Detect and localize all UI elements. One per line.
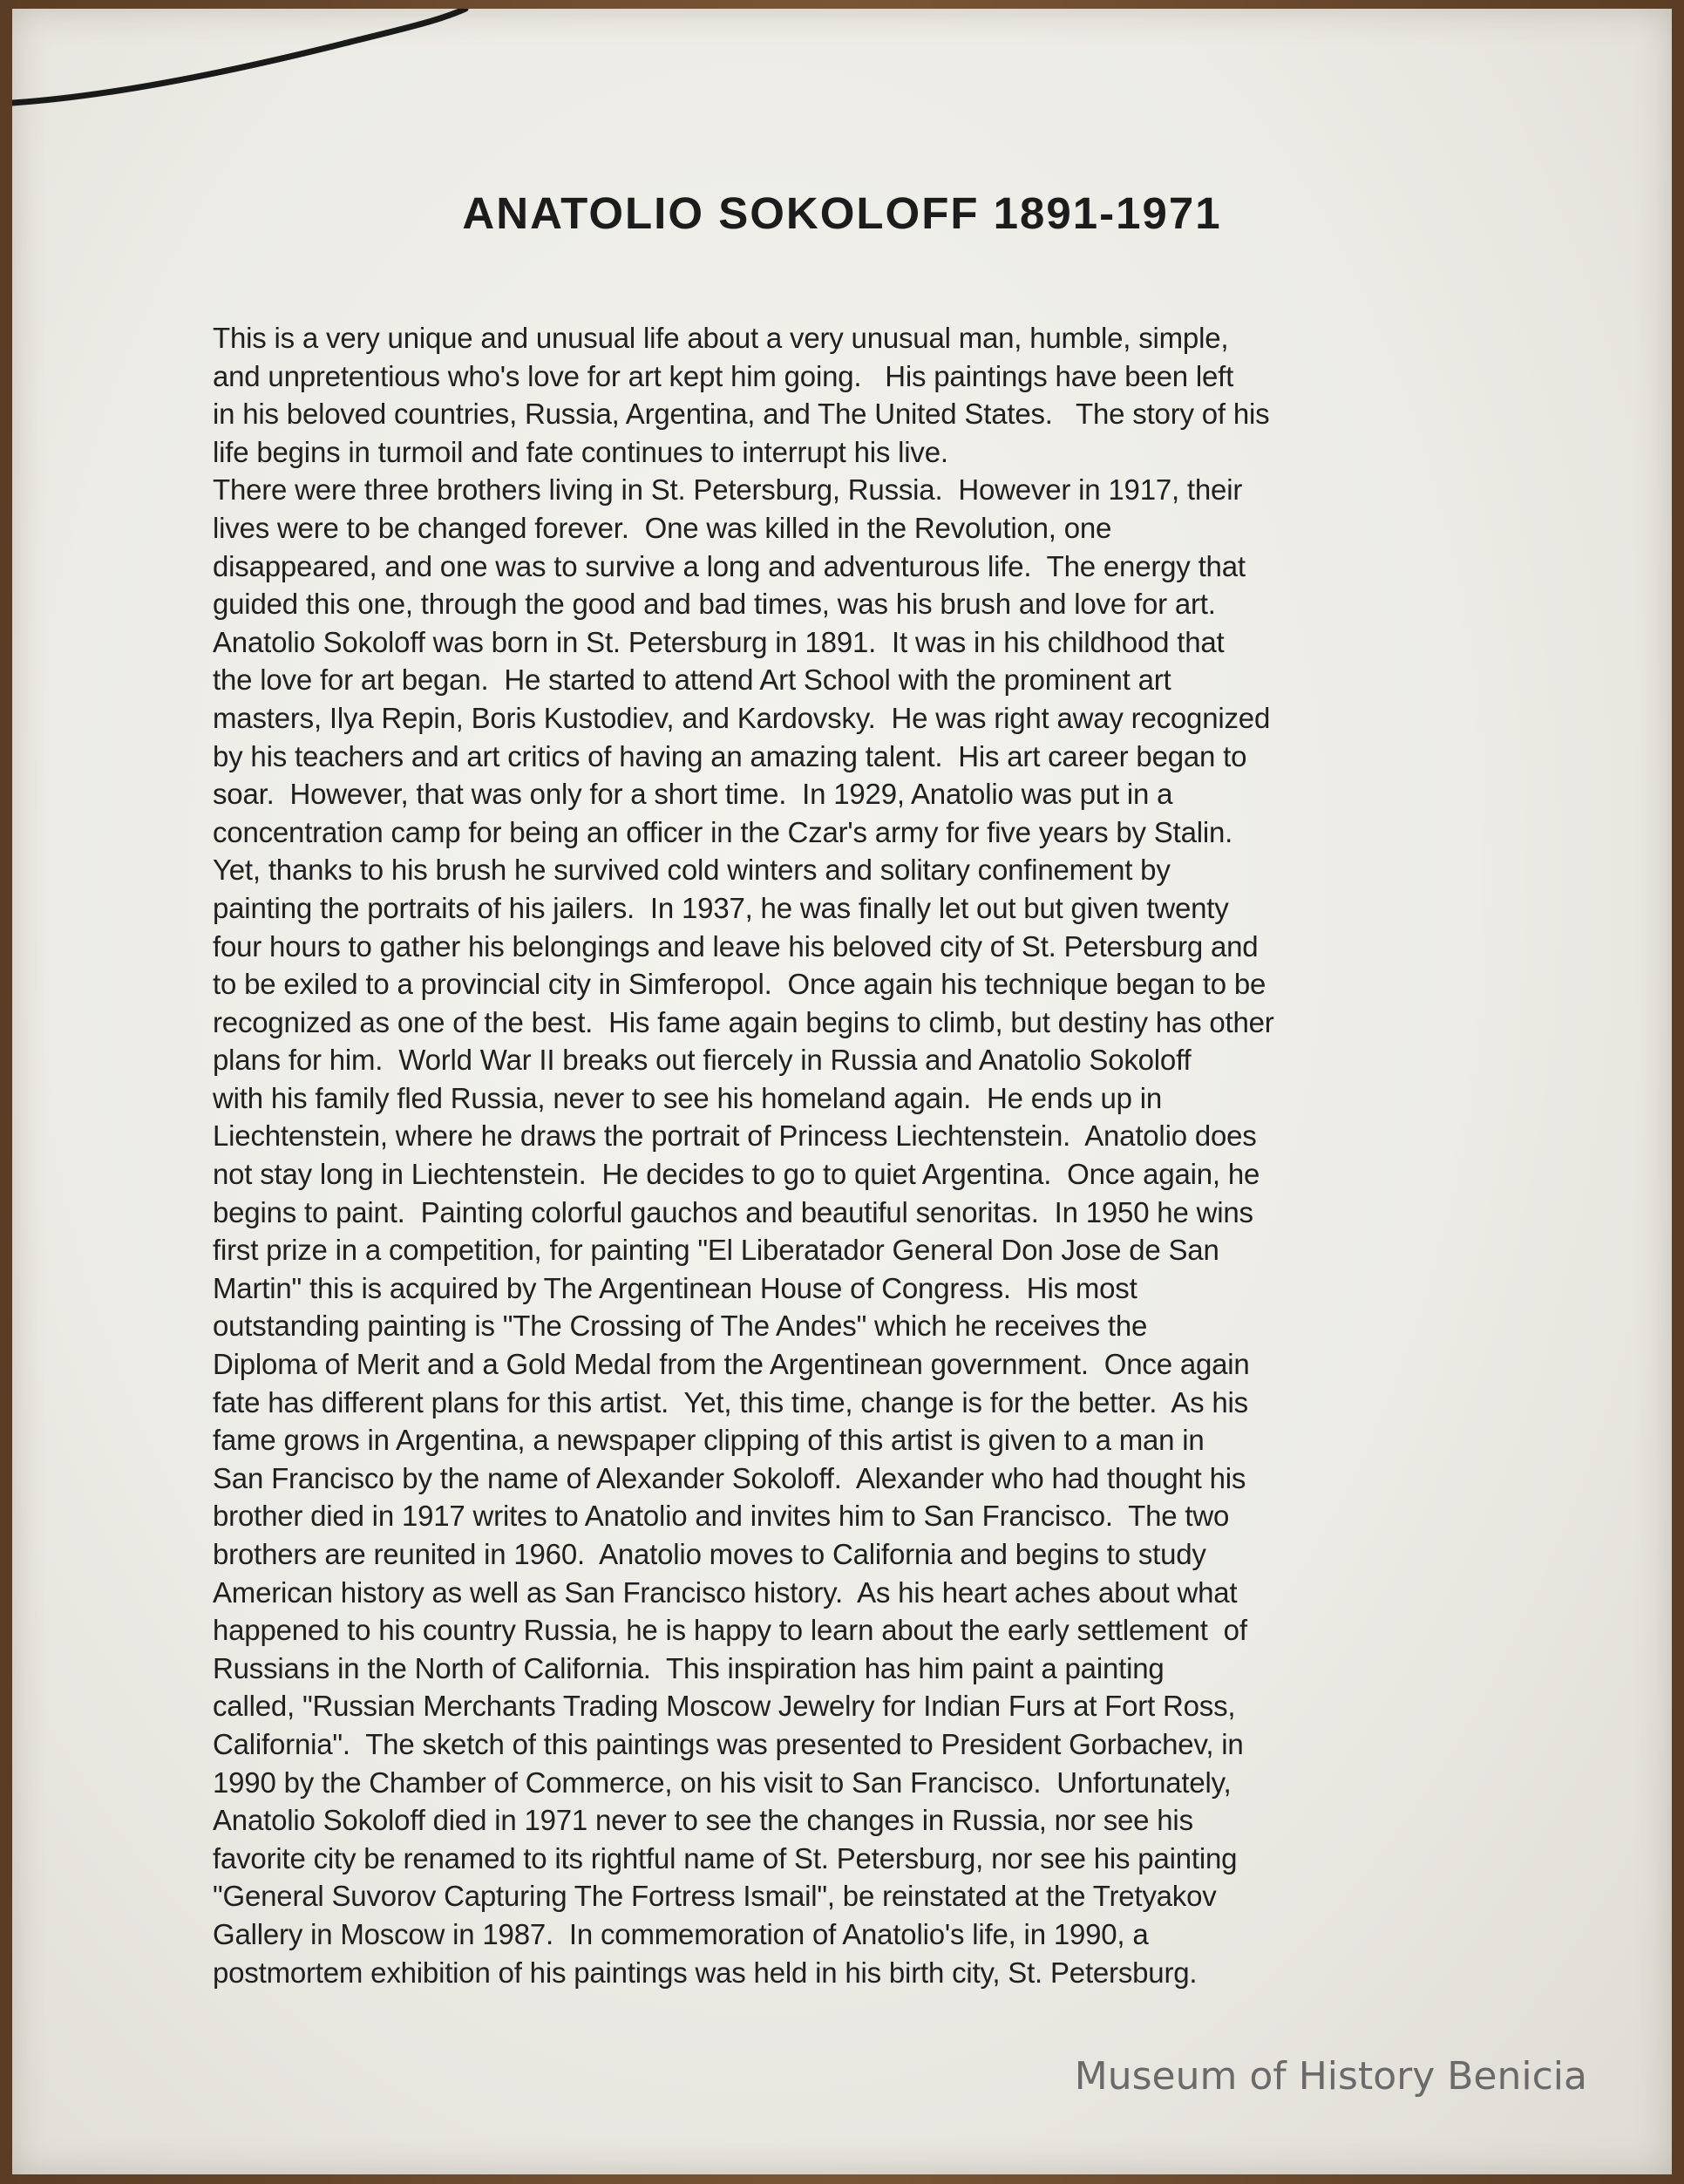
text-line: Martin" this is acquired by The Argentinean House of Congress. His most	[213, 1271, 1137, 1304]
text-line: "General Suvorov Capturing The Fortress Ismail", be reinstated at the Tretyakov	[213, 1880, 1217, 1913]
text-line: postmortem exhibition of his paintings was held in his birth city, St. Petersburg.	[213, 1956, 1198, 1989]
text-line: favorite city be renamed to its rightful name of St. Petersburg, nor see his painting	[213, 1841, 1238, 1874]
document-sheet	[12, 9, 1672, 2174]
text-line: There were three brothers living in St. Petersburg, Russia. However in 1917, their	[213, 473, 1243, 507]
text-line: not stay long in Liechtenstein. He decides to go to quiet Argentina. Once again, he	[213, 1158, 1260, 1191]
text-line: begins to paint. Painting colorful gauchos and beautiful senoritas. In 1950 he wins	[213, 1195, 1253, 1228]
text-line: life begins in turmoil and fate continues to interrupt his live.	[213, 435, 948, 468]
text-line: called, "Russian Merchants Trading Moscow Jewelry for Indian Furs at Fort Ross,	[213, 1690, 1236, 1723]
text-line: four hours to gather his belongings and leave his beloved city of St. Petersburg and	[213, 929, 1259, 963]
text-line: in his beloved countries, Russia, Argentina, and The United States. The story of his	[213, 398, 1270, 431]
text-line: 1990 by the Chamber of Commerce, on his visit to San Francisco. Unfortunately,	[213, 1766, 1232, 1799]
text-line: California". The sketch of this paintings was presented to President Gorbachev, in	[213, 1727, 1244, 1760]
text-line: Anatolio Sokoloff died in 1971 never to see the changes in Russia, nor see his	[213, 1804, 1193, 1837]
text-line: Gallery in Moscow in 1987. In commemoration of Anatolio's life, in 1990, a	[213, 1917, 1149, 1950]
text-line: brothers are reunited in 1960. Anatolio moves to California and begins to study	[213, 1538, 1206, 1570]
text-line: and unpretentious who's love for art kept him going. His paintings have been left	[213, 359, 1234, 392]
text-line: This is a very unique and unusual life about a very unusual man, humble, simple,	[213, 322, 1229, 354]
text-line: Diploma of Merit and a Gold Medal from the Argentinean government. Once again	[213, 1348, 1250, 1381]
text-line: plans for him. World War II breaks out fiercely in Russia and Anatolio Sokoloff	[213, 1044, 1192, 1077]
text-line: lives were to be changed forever. One was killed in the Revolution, one	[213, 511, 1112, 544]
text-line: first prize in a competition, for painting "El Liberatador General Don Jose de San	[213, 1234, 1219, 1267]
text-line: Russians in the North of California. This inspiration has him paint a painting	[213, 1651, 1165, 1684]
text-line: painting the portraits of his jailers. In 1937, he was finally let out but given twenty	[213, 891, 1229, 924]
text-line: by his teachers and art critics of having an amazing talent. His art career began to	[213, 739, 1247, 772]
text-line: to be exiled to a provincial city in Simferopol. Once again his technique began to be	[213, 968, 1266, 1001]
text-line: disappeared, and one was to survive a long and adventurous life. The energy that	[213, 549, 1246, 582]
text-line: American history as well as San Francisco history. As his heart aches about what	[213, 1575, 1238, 1609]
text-line: soar. However, that was only for a short time. In 1929, Anatolio was put in a	[213, 778, 1173, 811]
text-line: Yet, thanks to his brush he survived cold winters and solitary confinement by	[213, 854, 1171, 887]
text-line: brother died in 1917 writes to Anatolio and invites him to San Francisco. The two	[213, 1500, 1230, 1533]
text-line: guided this one, through the good and bad times, was his brush and love for art.	[213, 588, 1216, 621]
text-line: with his family fled Russia, never to see his homeland again. He ends up in	[213, 1081, 1163, 1114]
text-line: the love for art began. He started to attend Art School with the prominent art	[213, 663, 1171, 697]
text-line: outstanding painting is "The Crossing of The Andes" which he receives the	[213, 1310, 1148, 1343]
hanging-wire	[12, 9, 500, 131]
text-line: Liechtenstein, where he draws the portrait of Princess Liechtenstein. Anatolio does	[213, 1119, 1257, 1153]
text-line: Anatolio Sokoloff was born in St. Petersburg in 1891. It was in his childhood that	[213, 625, 1225, 658]
watermark-text: Museum of History Benicia	[1074, 2054, 1587, 2099]
text-line: recognized as one of the best. His fame again begins to climb, but destiny has other	[213, 1005, 1274, 1038]
document-title: ANATOLIO SOKOLOFF 1891-1971	[462, 188, 1222, 238]
text-line: happened to his country Russia, he is happy to learn about the early settlement of	[213, 1614, 1247, 1647]
text-line: fate has different plans for this artist. Yet, this time, change is for the better. As his	[213, 1385, 1248, 1419]
text-line: concentration camp for being an officer in the Czar's army for five years by Stalin.	[213, 815, 1233, 848]
text-line: San Francisco by the name of Alexander Sokoloff. Alexander who had thought his	[213, 1461, 1246, 1494]
text-line: fame grows in Argentina, a newspaper clipping of this artist is given to a man in	[213, 1424, 1205, 1457]
document-body	[213, 319, 1511, 1991]
text-line: masters, Ilya Repin, Boris Kustodiev, and Kardovsky. He was right away recognized	[213, 701, 1271, 734]
